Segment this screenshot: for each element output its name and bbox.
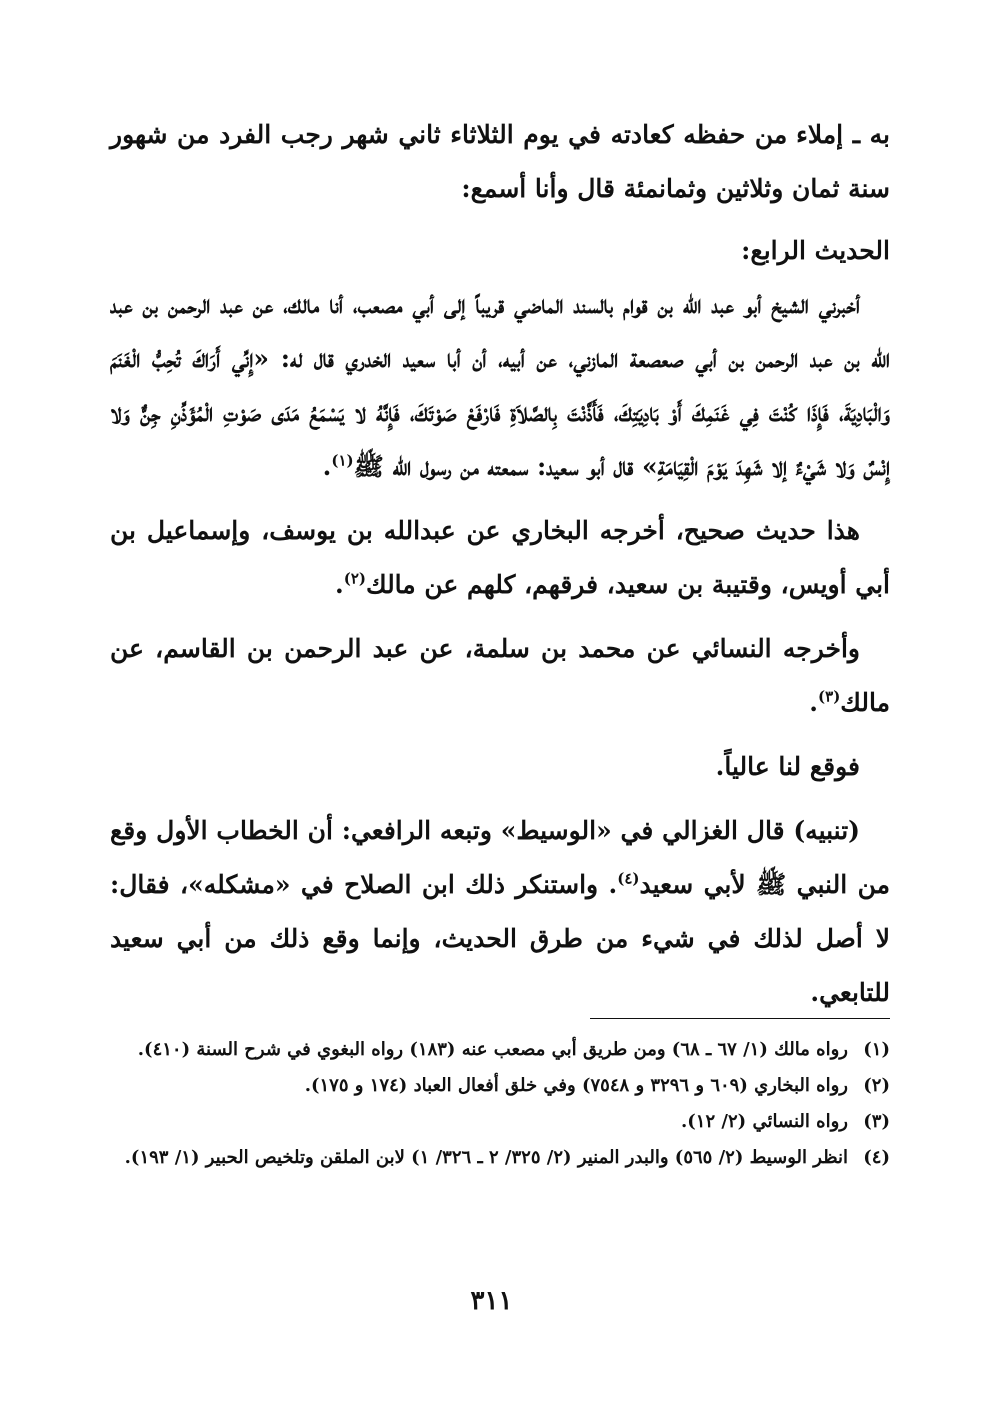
paragraph-uluww: فوقع لنا عالياً. — [715, 752, 860, 781]
footnote-text: رواه مالك (١/ ٦٧ ـ ٦٨) ومن طريق أبي مصعب عنه (١٨٣) رواه البغوي في شرح السنة (٤١٠). — [137, 1039, 848, 1060]
intro-text: من حفظه كعادته في يوم الثلاثاء ثاني شهر رجب الفرد من شهور سنة ثمان وثلاثين وثمانمئة قال وأنا أسمع: — [110, 120, 890, 203]
nasai-text: وأخرجه النسائي عن محمد بن سلمة، عن عبد الرحمن بن القاسم، عن مالك — [110, 634, 890, 717]
section-heading: الحديث الرابع: — [741, 236, 890, 265]
paragraph-takhrij — [110, 504, 890, 612]
paragraph-hadith — [110, 278, 890, 494]
main-text — [110, 108, 890, 1020]
tanbih-text: (تنبيه) قال الغزالي في «الوسيط» وتبعه الرافعي: أن الخطاب الأول وقع من النبي ﷺ لأبي سعيد — [110, 816, 890, 899]
footnote-number: (٤) — [863, 1147, 890, 1168]
nasai-end: . — [809, 688, 819, 717]
hadith-end: . — [322, 452, 332, 481]
footnote-3 — [110, 1104, 890, 1140]
takhrij-text: هذا حديث صحيح، أخرجه البخاري عن عبدالله بن يوسف، وإسماعيل بن أبي أويس، وقتيبة بن سعيد، فرقهم، كلهم عن مالك — [110, 516, 890, 599]
footnote-text: انظر الوسيط (٢/ ٥٦٥) والبدر المنير (٢/ ٣٢٥/ ٢ ـ ٣٢٦/ ١) لابن الملقن وتلخيص الحبير (١/ ١٩٣). — [124, 1147, 848, 1168]
footnote-text: رواه النسائي (٢/ ١٢). — [681, 1111, 848, 1132]
footnote-number: (٢) — [863, 1075, 890, 1096]
footnotes — [110, 1032, 890, 1176]
footnote-ref-4: (٤) — [617, 869, 640, 888]
footnote-number: (٣) — [863, 1111, 890, 1132]
footnote-ref-3: (٣) — [818, 687, 841, 706]
footnote-4 — [110, 1140, 890, 1176]
paragraph-nasai — [110, 622, 890, 730]
hadith-text: أخبرني الشيخ أبو عبد الله بن قوام بالسند الماضي قريباً إلى أبي مصعب، أنا مالك، عن عبد الرحمن بن عبد الله بن عبد الرحمن بن أبي صعصعة المازني، عن أبيه، أن أبا سعيد الخدري قال له: «إِنِّي أَرَاكَ تُحِبُّ الْغَنَمَ وَالْبَادِيَةَ، فَإِذَا كُنْتَ فِي غَنَمِكَ أَوْ بَادِيَتِكَ، فَأَذَّنْتَ بِالصَّلاَةِ فَارْفَعْ صَوْتَكَ، فَإِنَّهُ لا يَسْمَعُ مَدَى صَوْتِ الْمُؤَذِّنِ جِنٌّ وَلا إِنْسٌ وَلا شَيْءٌ إلا شَهِدَ يَوْمَ الْقِيَامَةِ» قال أبو سعيد: سمعته من رسول الله ﷺ — [110, 290, 890, 481]
page-number: ٣١١ — [470, 1286, 513, 1316]
footnote-1 — [110, 1032, 890, 1068]
footnote-ref-1: (١) — [331, 451, 354, 470]
footnote-separator — [590, 1018, 890, 1019]
paragraph-intro — [110, 108, 890, 216]
intro-lead: به ـ إملاء — [796, 120, 890, 149]
footnote-text: رواه البخاري (٦٠٩ و ٣٢٩٦ و ٧٥٤٨) وفي خلق أفعال العباد (١٧٤ و ١٧٥). — [304, 1075, 848, 1096]
tanbih-text-cont: . واستنكر ذلك ابن الصلاح في «مشكله»، فقال: لا أصل لذلك في شيء من طرق الحديث، وإنما وقع ذلك من أبي سعيد للتابعي. — [110, 870, 890, 1007]
takhrij-end: . — [335, 570, 344, 599]
footnote-ref-2: (٢) — [343, 569, 366, 588]
paragraph-tanbih — [110, 804, 890, 1020]
footnote-2 — [110, 1068, 890, 1104]
footnote-number: (١) — [863, 1039, 890, 1060]
